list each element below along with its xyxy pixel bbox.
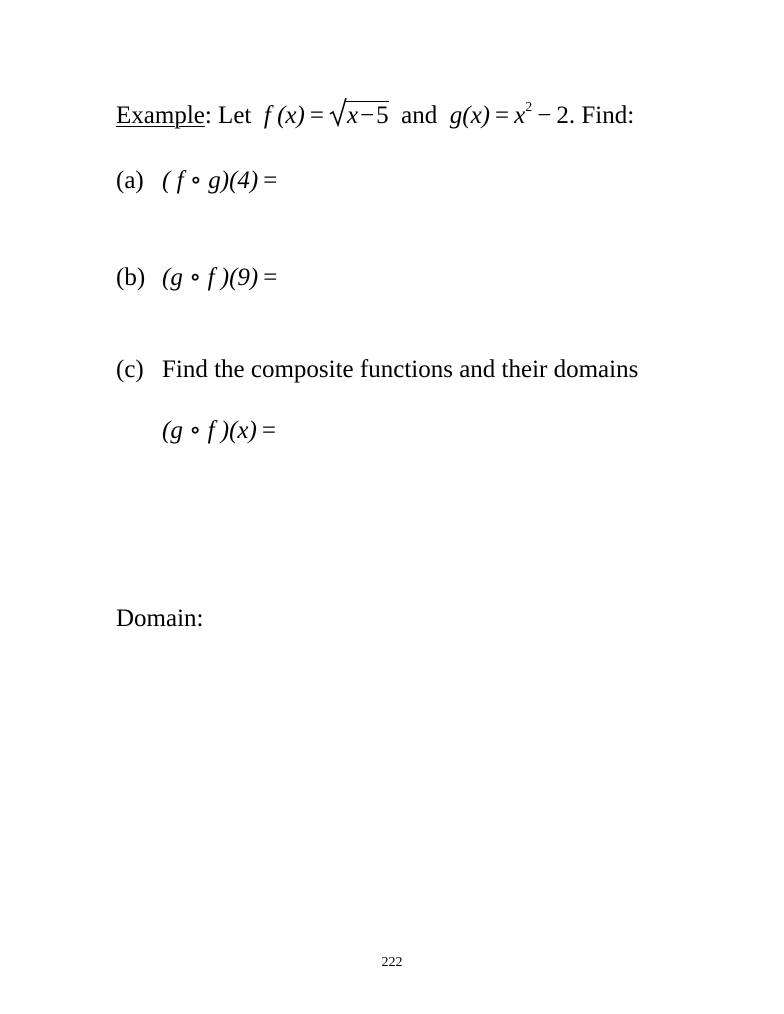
part-a-expression: ( f ∘ g)(4) xyxy=(162,167,259,194)
example-let-text: : Let xyxy=(204,102,252,129)
part-b xyxy=(116,265,282,290)
part-a xyxy=(116,168,282,193)
domain-label: Domain: xyxy=(116,605,204,632)
page-number: 222 xyxy=(381,955,403,970)
part-c-expression: (g ∘ f )(x) xyxy=(162,417,257,444)
part-a-equals: = xyxy=(263,167,278,194)
f-lhs: f (x) xyxy=(263,102,305,129)
radicand: x−5 xyxy=(346,102,389,129)
g-minus: − xyxy=(537,102,552,129)
example-heading: Example xyxy=(116,102,205,129)
find-text: . Find: xyxy=(568,102,635,129)
part-b-label: (b) xyxy=(116,264,146,291)
g-equals: = xyxy=(495,102,510,129)
part-b-expression: (g ∘ f )(9) xyxy=(162,264,259,291)
sqrt-expression xyxy=(329,101,389,128)
part-a-label: (a) xyxy=(116,167,144,194)
part-c xyxy=(116,357,638,382)
and-text: and xyxy=(401,102,438,129)
f-equals: = xyxy=(309,102,324,129)
part-c-expression-line xyxy=(162,418,281,443)
g-base: x xyxy=(514,102,526,129)
part-b-equals: = xyxy=(263,264,278,291)
part-c-instruction: Find the composite functions and their domains xyxy=(162,356,639,383)
part-c-equals: = xyxy=(261,417,276,444)
g-constant: 2 xyxy=(556,102,569,129)
g-lhs: g(x) xyxy=(449,102,491,129)
radical-sign-icon xyxy=(329,97,347,127)
part-c-label: (c) xyxy=(116,356,144,383)
g-exponent: 2 xyxy=(525,100,533,115)
example-line xyxy=(116,101,634,128)
